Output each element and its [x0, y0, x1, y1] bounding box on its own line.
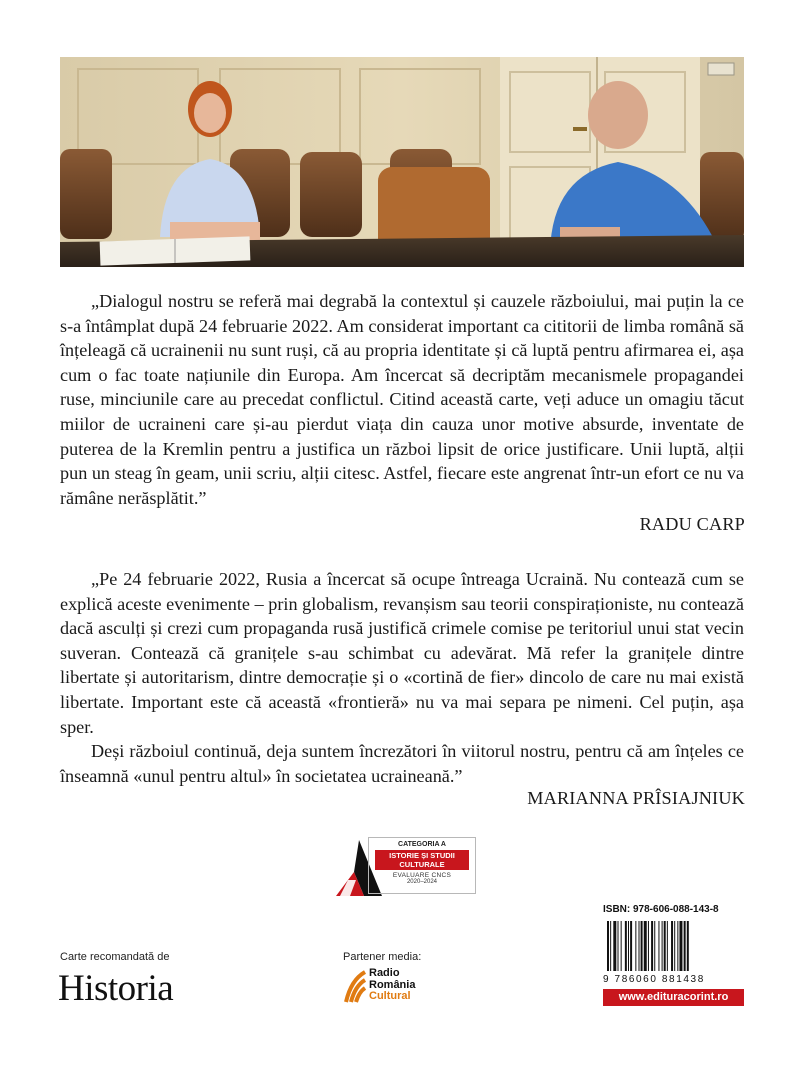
author-radu-carp: RADU CARP — [639, 514, 745, 534]
publisher-website[interactable]: www.edituracorint.ro — [603, 989, 744, 1006]
barcode-digits: 9 786060 881438 — [603, 974, 705, 985]
cover-photo — [60, 57, 744, 267]
radio-line-2: România — [369, 978, 416, 991]
historia-logo: Historia — [58, 968, 174, 1009]
barcode-icon — [603, 921, 744, 973]
quote-marianna-paragraph-1: „Pe 24 februarie 2022, Rusia a încercat să ocupe întreaga Ucraină. Nu contează cum se explică aceste evenimente – prin globalism, revanșism sau teorii conspiraționiste, nu contează dacă asculți și crezi cum propaganda rusă justifică crimele comise pe teritoriul unui stat vecin suveran. Contează că granițele s-au schimbat cu adevărat. Mă refer la granițele dintre libertate și autoritarism, dintre democrație și o «cortină de fier» dincolo de care nu mai există libertate. Important este că această «frontieră» nu va mai separa pe nimeni. Cel puțin, așa sper. — [60, 569, 744, 737]
radio-logo-text — [369, 968, 415, 1003]
category-evaluation: EVALUARE CNCS — [392, 872, 452, 879]
author-marianna: MARIANNA PRÎSIAJNIUK — [527, 788, 745, 808]
media-partner-label: Partener media: — [343, 951, 422, 963]
category-years: 2020–2024 — [406, 879, 438, 885]
radio-line-1: Radio — [369, 967, 400, 979]
category-badge — [368, 837, 476, 894]
category-domain: ISTORIE ȘI STUDII CULTURALE — [375, 850, 469, 870]
isbn: ISBN: 978-606-088-143-8 — [603, 904, 719, 915]
category-label: CATEGORIA A — [398, 841, 446, 848]
recommended-label: Carte recomandată de — [60, 951, 170, 963]
quote-radu-carp: „Dialogul nostru se referă mai degrabă la contextul și cauzele războiului, mai puțin la ce s-a întâmplat după 24 februarie 2022. Am considerat important ca cititorii de limba română să înțeleagă că ucrainenii nu sunt ruși, că au propria identitate și că luptă pentru afirmarea ei, așa cum o fac toate națiunile din Europa. Am încercat să decriptăm mecanismele propagandei ruse, minciunile care au precedat conflictul. Citind această carte, veți aduce un omagiu tăcut miilor de ucraineni care și-au pierdut viața din cauza unor motive absurde, inventate de puterea de la Kremlin pentru a justifica un război lipsit de orice justificare. Unii luptă, alții pun un steag în geam, unii scriu, alții citesc. Astfel, fiecare este angrenat într-un efort ce nu va rămâne nerăsplătit.” — [60, 291, 744, 508]
radio-logo-icon — [343, 968, 367, 1004]
radio-line-3: Cultural — [369, 990, 411, 1002]
quote-marianna-paragraph-2: Deși războiul continuă, deja suntem încrezători în viitorul nostru, pentru că am înțeles ce înseamnă «unul pentru altul» în societatea ucraineană.” — [60, 741, 744, 786]
